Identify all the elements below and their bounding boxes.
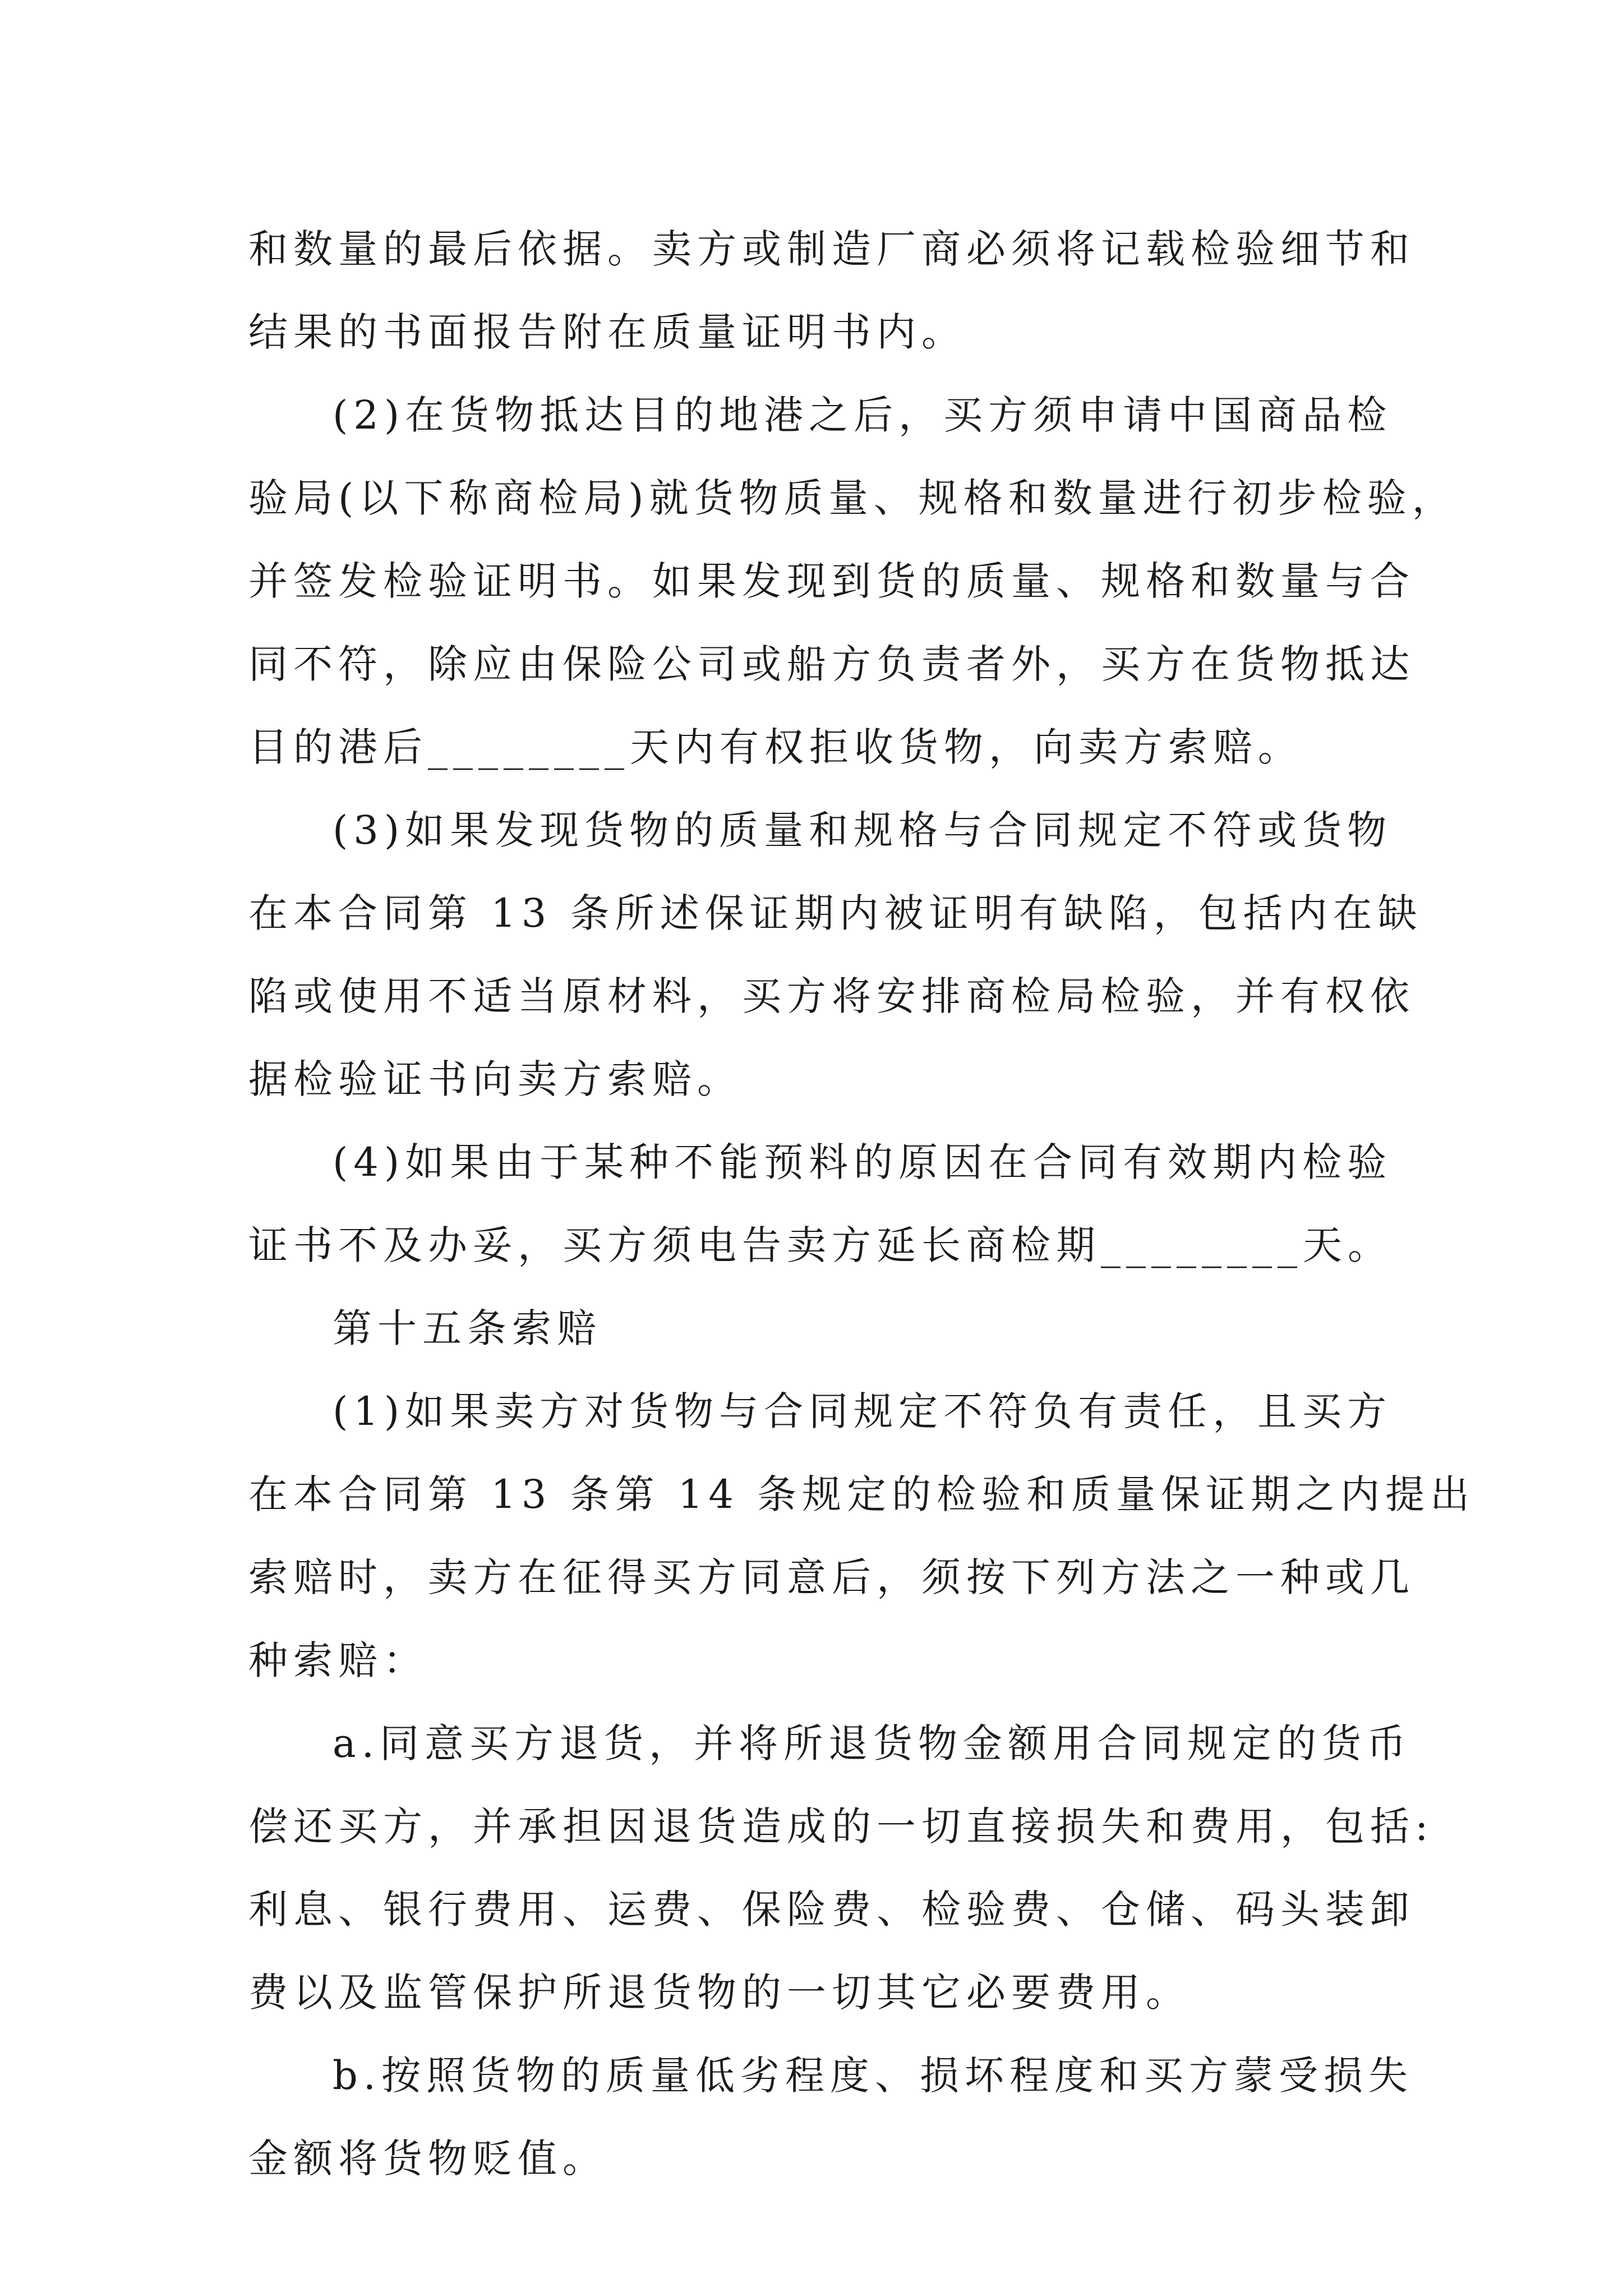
text-line: 在本合同第 13 条所述保证期内被证明有缺陷，包括内在缺 bbox=[248, 890, 1423, 936]
text-line: 结果的书面报告附在质量证明书内。 bbox=[248, 309, 966, 355]
text-line: 在本合同第 13 条第 14 条规定的检验和质量保证期之内提出 bbox=[248, 1471, 1476, 1517]
text-line: 偿还买方，并承担因退货造成的一切直接损失和费用，包括: bbox=[248, 1803, 1434, 1849]
text-line: 陷或使用不适当原材料，买方将安排商检局检验，并有权依 bbox=[248, 973, 1415, 1019]
text-line: 验局(以下称商检局)就货物质量、规格和数量进行初步检验， bbox=[248, 475, 1457, 521]
text-line: 和数量的最后依据。卖方或制造厂商必须将记载检验细节和 bbox=[248, 226, 1415, 272]
paragraph-start-line: (4)如果由于某种不能预料的原因在合同有效期内检验 bbox=[333, 1139, 1393, 1185]
contract-text-body bbox=[248, 208, 1476, 2200]
text-line: 索赔时，卖方在征得买方同意后，须按下列方法之一种或几 bbox=[248, 1554, 1415, 1600]
text-line: 金额将货物贬值。 bbox=[248, 2136, 607, 2182]
paragraph-start-line: (1)如果卖方对货物与合同规定不符负有责任，且买方 bbox=[333, 1388, 1393, 1434]
text-line: 据检验证书向卖方索赔。 bbox=[248, 1056, 742, 1102]
paragraph-start-line: (2)在货物抵达目的地港之后，买方须申请中国商品检 bbox=[333, 392, 1393, 438]
paragraph-start-line: (3)如果发现货物的质量和规格与合同规定不符或货物 bbox=[333, 807, 1393, 853]
text-line: 并签发检验证明书。如果发现到货的质量、规格和数量与合 bbox=[248, 558, 1415, 604]
text-line: 利息、银行费用、运费、保险费、检验费、仓储、码头装卸 bbox=[248, 1887, 1415, 1932]
text-line: 种索赔： bbox=[248, 1637, 428, 1683]
text-line: 证书不及办妥，买方须电告卖方延长商检期________天。 bbox=[248, 1222, 1393, 1268]
text-line: 目的港后________天内有权拒收货物，向卖方索赔。 bbox=[248, 724, 1303, 770]
paragraph-start-line: b.按照货物的质量低劣程度、损坏程度和买方蒙受损失 bbox=[333, 2053, 1414, 2099]
text-line: 同不符，除应由保险公司或船方负责者外，买方在货物抵达 bbox=[248, 641, 1415, 687]
text-line: 费以及监管保护所退货物的一切其它必要费用。 bbox=[248, 1970, 1191, 2016]
section-heading: 第十五条索赔 bbox=[333, 1305, 602, 1351]
paragraph-start-line: a.同意买方退货，并将所退货物金额用合同规定的货币 bbox=[333, 1720, 1412, 1766]
